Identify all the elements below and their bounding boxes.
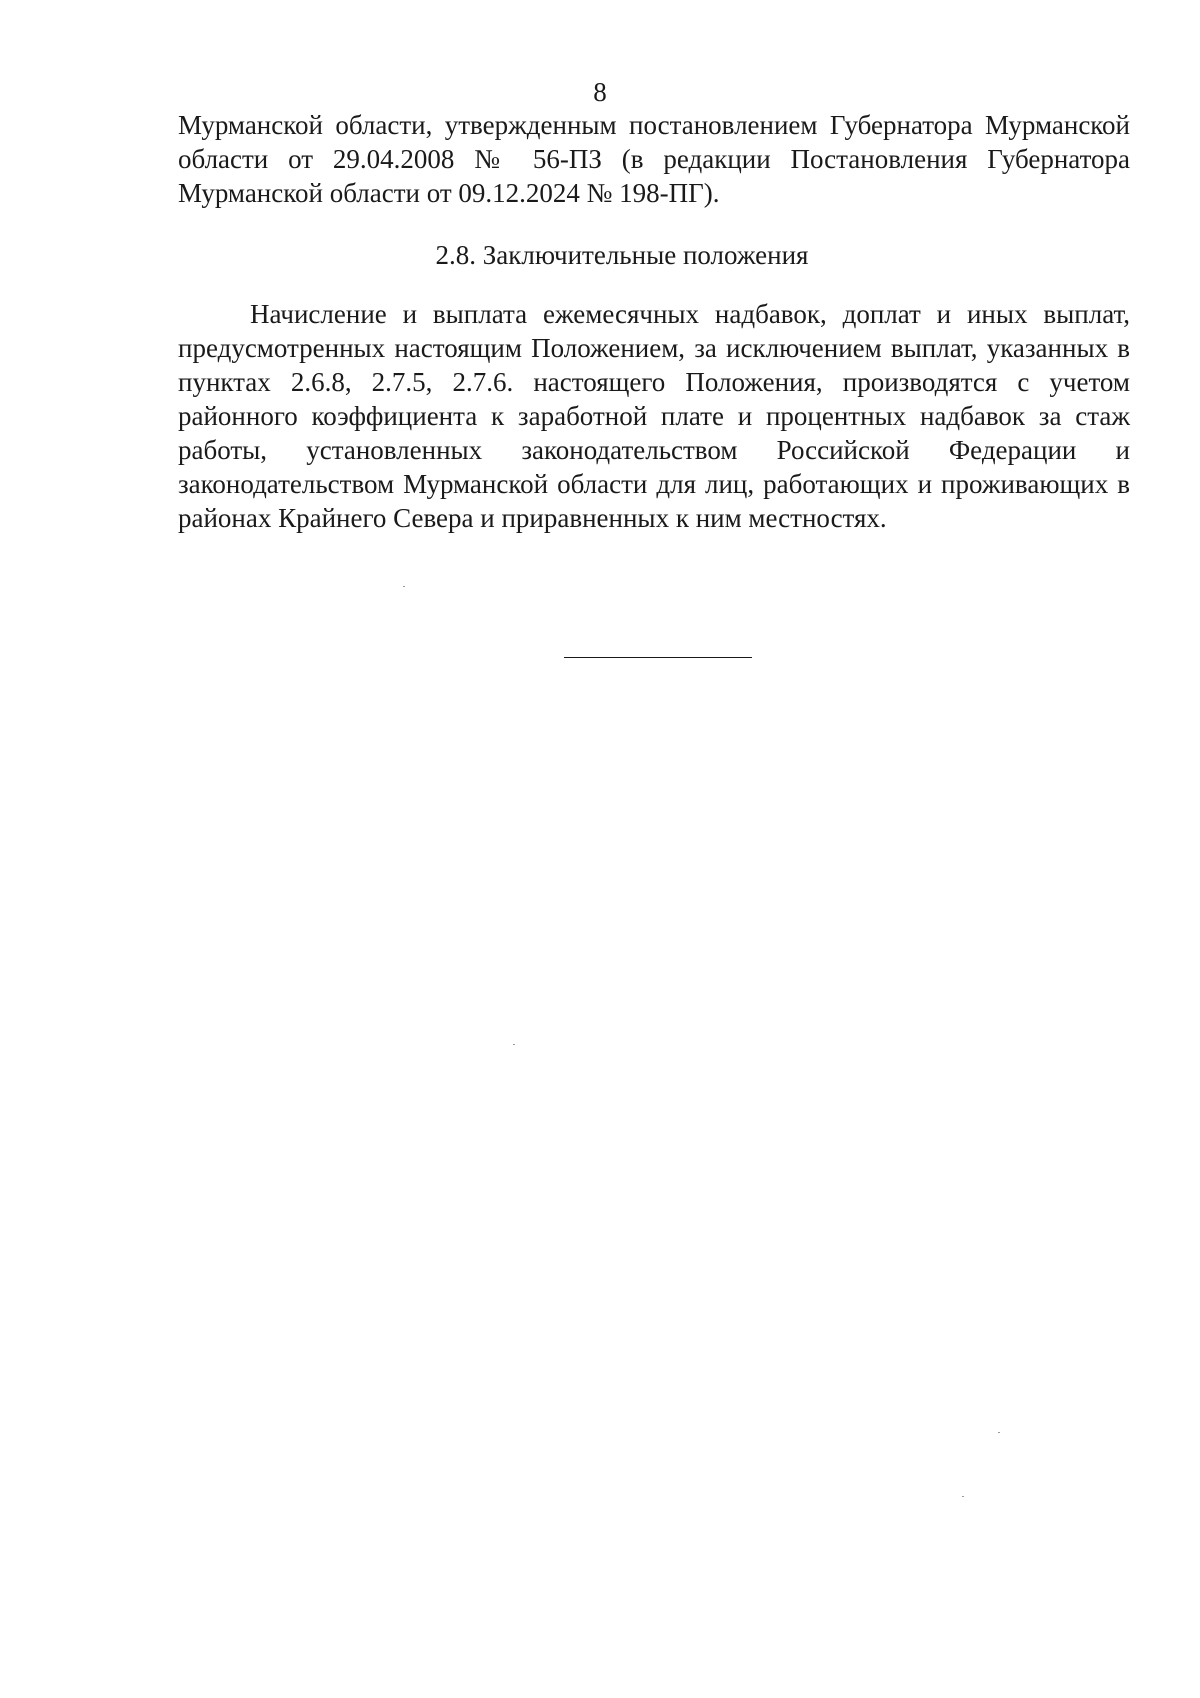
end-of-text-rule: [564, 657, 752, 658]
scan-speck: [998, 1432, 1000, 1433]
intro-paragraph: Мурманской области, утвержденным постановлением Губернатора Мурманской области от 29.04.2008 № 56-ПЗ (в редакции Постановления Губернатора Мурманской области от 09.12.2024 № 198-ПГ).: [178, 110, 1130, 208]
section-heading: 2.8. Заключительные положения: [435, 240, 809, 270]
section-paragraph: Начисление и выплата ежемесячных надбавок, доплат и иных выплат, предусмотренных настоящим Положением, за исключением выплат, указанных в пунктах 2.6.8, 2.7.5, 2.7.6. настоящего Положения, производятся с учетом районного коэффициента к заработной плате и процентных надбавок за стаж работы, установленных законодательством Российской Федерации и законодательством Мурманской области для лиц, работающих и проживающих в районах Крайнего Севера и приравненных к ним местностях.: [178, 299, 1130, 533]
section-body: [178, 297, 1130, 535]
scan-speck: [513, 1044, 515, 1045]
page-number: 8: [593, 77, 607, 107]
scan-speck: [962, 1496, 964, 1497]
intro-paragraph-block: [178, 108, 1130, 210]
scan-speck: [403, 586, 405, 587]
